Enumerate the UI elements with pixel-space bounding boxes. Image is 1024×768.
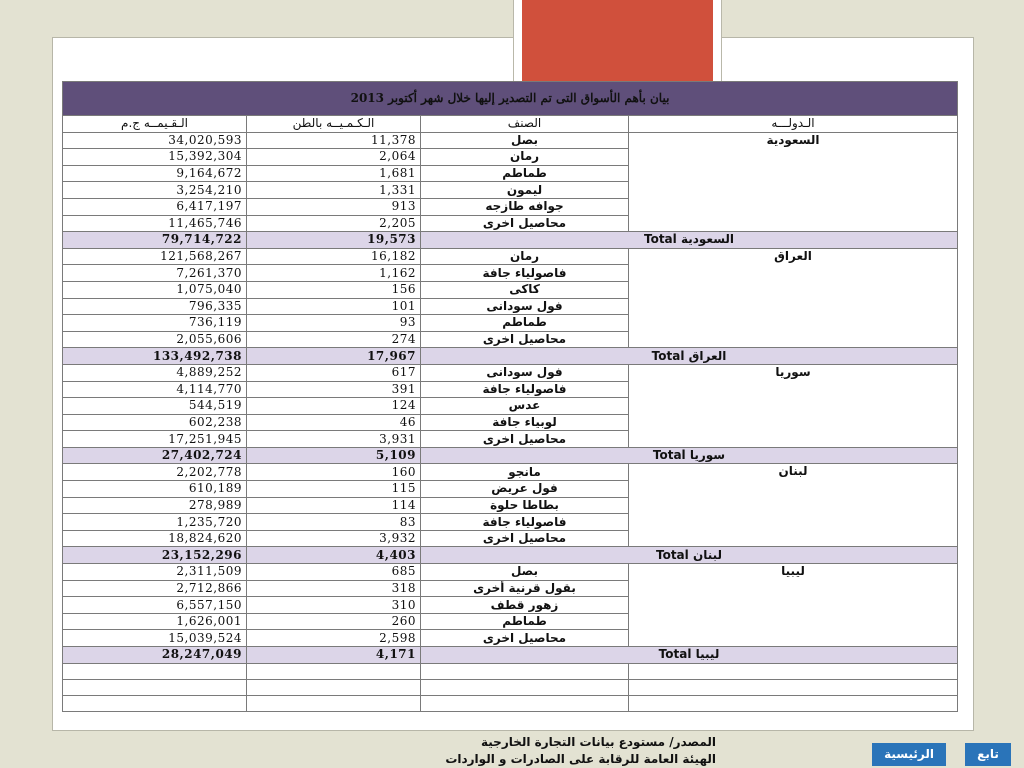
empty-cell	[629, 679, 958, 695]
header-value: الـقـيمــه ج.م	[63, 116, 247, 133]
quantity-cell: 83	[247, 514, 421, 531]
value-cell: 4,114,770	[63, 381, 247, 398]
total-quantity-cell: 4,171	[247, 647, 421, 664]
product-cell: محاصيل اخرى	[421, 530, 629, 547]
total-label-cell: لبنان Total	[421, 547, 958, 564]
decorative-red-block	[522, 0, 713, 86]
quantity-cell: 101	[247, 298, 421, 315]
value-cell: 2,202,778	[63, 464, 247, 481]
product-cell: كاكى	[421, 281, 629, 298]
quantity-cell: 310	[247, 597, 421, 614]
product-cell: زهور قطف	[421, 597, 629, 614]
quantity-cell: 3,932	[247, 530, 421, 547]
quantity-cell: 2,064	[247, 149, 421, 166]
value-cell: 121,568,267	[63, 248, 247, 265]
value-cell: 278,989	[63, 497, 247, 514]
total-value-cell: 133,492,738	[63, 348, 247, 365]
table-row	[63, 248, 958, 265]
header-quantity: الـكـمـيــه بالطن	[247, 116, 421, 133]
product-cell: طماطم	[421, 165, 629, 182]
value-cell: 736,119	[63, 315, 247, 332]
value-cell: 1,235,720	[63, 514, 247, 531]
product-cell: بصل	[421, 132, 629, 149]
quantity-cell: 16,182	[247, 248, 421, 265]
value-cell: 9,164,672	[63, 165, 247, 182]
product-cell: فاصولياء جافة	[421, 381, 629, 398]
quantity-cell: 115	[247, 481, 421, 498]
value-cell: 34,020,593	[63, 132, 247, 149]
value-cell: 6,557,150	[63, 597, 247, 614]
total-quantity-cell: 5,109	[247, 447, 421, 464]
empty-cell	[421, 663, 629, 679]
export-markets-table	[62, 81, 958, 712]
quantity-cell: 274	[247, 331, 421, 348]
total-label-cell: ليبيا Total	[421, 647, 958, 664]
value-cell: 544,519	[63, 398, 247, 415]
product-cell: بطاطا حلوة	[421, 497, 629, 514]
empty-cell	[63, 663, 247, 679]
empty-cell	[247, 679, 421, 695]
source-line-1: المصدر/ مستودع بيانات التجارة الخارجية	[481, 735, 716, 749]
product-cell: رمان	[421, 248, 629, 265]
table-header-row	[63, 116, 958, 133]
country-cell: ليبيا	[629, 564, 958, 647]
total-row	[63, 547, 958, 564]
header-product: الصنف	[421, 116, 629, 133]
quantity-cell: 260	[247, 613, 421, 630]
source-note	[400, 734, 716, 768]
value-cell: 7,261,370	[63, 265, 247, 282]
product-cell: محاصيل اخرى	[421, 431, 629, 448]
quantity-cell: 1,162	[247, 265, 421, 282]
empty-cell	[247, 695, 421, 711]
value-cell: 4,889,252	[63, 364, 247, 381]
quantity-cell: 685	[247, 564, 421, 581]
table-row	[63, 464, 958, 481]
value-cell: 2,311,509	[63, 564, 247, 581]
quantity-cell: 124	[247, 398, 421, 415]
quantity-cell: 617	[247, 364, 421, 381]
total-value-cell: 27,402,724	[63, 447, 247, 464]
value-cell: 18,824,620	[63, 530, 247, 547]
value-cell: 610,189	[63, 481, 247, 498]
total-quantity-cell: 17,967	[247, 348, 421, 365]
total-label-cell: سوريا Total	[421, 447, 958, 464]
empty-cell	[421, 695, 629, 711]
product-cell: فول سودانى	[421, 364, 629, 381]
quantity-cell: 318	[247, 580, 421, 597]
total-value-cell: 28,247,049	[63, 647, 247, 664]
product-cell: محاصيل اخرى	[421, 630, 629, 647]
product-cell: لوبياء جافة	[421, 414, 629, 431]
value-cell: 1,626,001	[63, 613, 247, 630]
empty-cell	[421, 679, 629, 695]
source-line-2: الهيئة العامة للرقابة على الصادرات و الواردات	[445, 752, 716, 766]
empty-row	[63, 695, 958, 711]
country-cell: العراق	[629, 248, 958, 348]
country-cell: السعودية	[629, 132, 958, 232]
empty-cell	[629, 695, 958, 711]
quantity-cell: 391	[247, 381, 421, 398]
total-row	[63, 647, 958, 664]
quantity-cell: 913	[247, 198, 421, 215]
quantity-cell: 160	[247, 464, 421, 481]
header-country: الـدولـــه	[629, 116, 958, 133]
value-cell: 15,392,304	[63, 149, 247, 166]
quantity-cell: 3,931	[247, 431, 421, 448]
product-cell: بقول قرنية أخرى	[421, 580, 629, 597]
next-button[interactable]: تابع	[965, 743, 1011, 766]
product-cell: طماطم	[421, 315, 629, 332]
quantity-cell: 2,598	[247, 630, 421, 647]
product-cell: محاصيل اخرى	[421, 215, 629, 232]
value-cell: 17,251,945	[63, 431, 247, 448]
total-row	[63, 232, 958, 249]
quantity-cell: 1,681	[247, 165, 421, 182]
country-cell: لبنان	[629, 464, 958, 547]
product-cell: محاصيل اخرى	[421, 331, 629, 348]
country-cell: سوريا	[629, 364, 958, 447]
product-cell: مانجو	[421, 464, 629, 481]
product-cell: فول سودانى	[421, 298, 629, 315]
table-title-row	[63, 82, 958, 116]
empty-cell	[63, 695, 247, 711]
product-cell: بصل	[421, 564, 629, 581]
product-cell: رمان	[421, 149, 629, 166]
empty-cell	[247, 663, 421, 679]
product-cell: طماطم	[421, 613, 629, 630]
quantity-cell: 2,205	[247, 215, 421, 232]
quantity-cell: 1,331	[247, 182, 421, 199]
total-value-cell: 79,714,722	[63, 232, 247, 249]
product-cell: ليمون	[421, 182, 629, 199]
product-cell: فول عريض	[421, 481, 629, 498]
quantity-cell: 93	[247, 315, 421, 332]
empty-cell	[63, 679, 247, 695]
table-row	[63, 564, 958, 581]
product-cell: جوافه طازجه	[421, 198, 629, 215]
quantity-cell: 11,378	[247, 132, 421, 149]
value-cell: 1,075,040	[63, 281, 247, 298]
total-row	[63, 348, 958, 365]
product-cell: فاصولياء جافة	[421, 265, 629, 282]
total-label-cell: السعودية Total	[421, 232, 958, 249]
home-button[interactable]: الرئيسية	[872, 743, 946, 766]
value-cell: 3,254,210	[63, 182, 247, 199]
empty-row	[63, 679, 958, 695]
value-cell: 2,712,866	[63, 580, 247, 597]
total-quantity-cell: 4,403	[247, 547, 421, 564]
empty-cell	[629, 663, 958, 679]
quantity-cell: 114	[247, 497, 421, 514]
value-cell: 15,039,524	[63, 630, 247, 647]
total-quantity-cell: 19,573	[247, 232, 421, 249]
value-cell: 2,055,606	[63, 331, 247, 348]
product-cell: فاصولياء جافة	[421, 514, 629, 531]
value-cell: 602,238	[63, 414, 247, 431]
quantity-cell: 46	[247, 414, 421, 431]
table-row	[63, 364, 958, 381]
empty-row	[63, 663, 958, 679]
table-title: بيان بأهم الأسواق التى تم التصدير إليها خلال شهر أكتوبر 2013	[63, 82, 958, 116]
value-cell: 6,417,197	[63, 198, 247, 215]
total-row	[63, 447, 958, 464]
value-cell: 796,335	[63, 298, 247, 315]
total-label-cell: العراق Total	[421, 348, 958, 365]
value-cell: 11,465,746	[63, 215, 247, 232]
total-value-cell: 23,152,296	[63, 547, 247, 564]
quantity-cell: 156	[247, 281, 421, 298]
table-row	[63, 132, 958, 149]
product-cell: عدس	[421, 398, 629, 415]
